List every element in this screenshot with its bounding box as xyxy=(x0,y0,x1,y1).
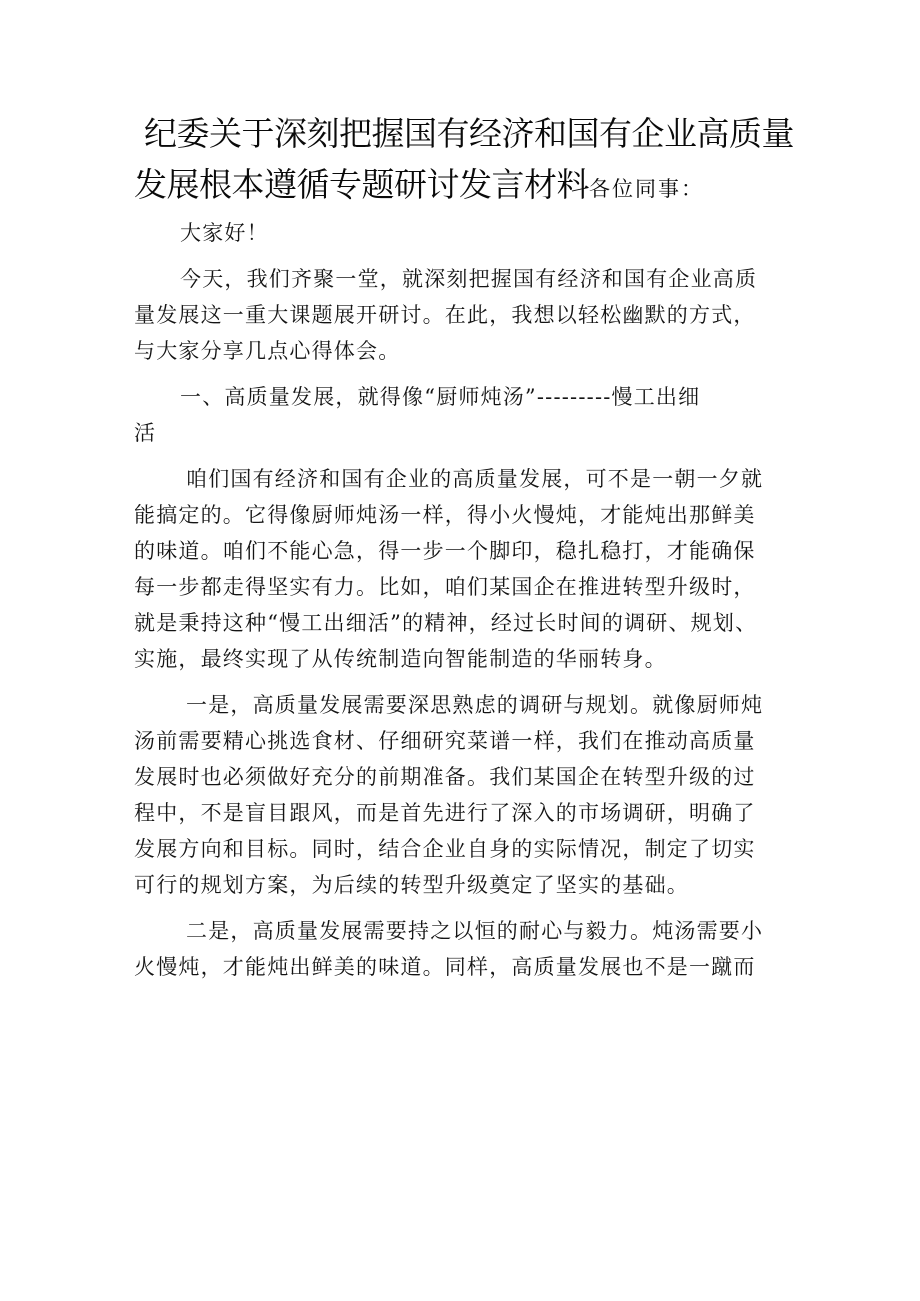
paragraph-line: 可行的规划方案，为后续的转型升级奠定了坚实的基础。 xyxy=(134,873,689,897)
paragraph-line: 一是，高质量发展需要深思熟虑的调研与规划。就像厨师炖 xyxy=(186,693,764,717)
paragraph-line: 汤前需要精心挑选食材、仔细研究菜谱一样，我们在推动高质量 xyxy=(134,729,756,753)
intro-line: 量发展这一重大课题展开研讨。在此，我想以轻松幽默的方式， xyxy=(134,303,756,327)
title-line-2 xyxy=(134,159,834,215)
paragraph-line: 火慢炖，才能炖出鲜美的味道。同样，高质量发展也不是一蹴而 xyxy=(134,955,756,979)
paragraph-line: 发展方向和目标。同时，结合企业自身的实际情况，制定了切实 xyxy=(134,837,756,861)
greeting: 大家好！ xyxy=(180,221,269,245)
paragraph-2 xyxy=(134,687,796,903)
paragraph-line: 能搞定的。它得像厨师炖汤一样，得小火慢炖，才能炖出那鲜美 xyxy=(134,503,756,527)
paragraph-line: 二是，高质量发展需要持之以恒的耐心与毅力。炖汤需要小 xyxy=(186,919,764,943)
heading-line: 活 xyxy=(134,421,157,445)
document-title xyxy=(134,108,834,215)
title-line-1: 纪委关于深刻把握国有经济和国有企业高质量 xyxy=(144,114,794,153)
paragraph-line: 实施，最终实现了从传统制造向智能制造的华丽转身。 xyxy=(134,647,667,671)
paragraph-line: 程中，不是盲目跟风，而是首先进行了深入的市场调研，明确了 xyxy=(134,801,756,825)
intro-line: 与大家分享几点心得体会。 xyxy=(134,339,401,363)
paragraph-line: 发展时也必须做好充分的前期准备。我们某国企在转型升级的过 xyxy=(134,765,756,789)
paragraph-1 xyxy=(134,461,796,677)
paragraph-3 xyxy=(134,913,796,985)
intro-line: 今天，我们齐聚一堂，就深刻把握国有经济和国有企业高质 xyxy=(180,267,758,291)
intro-paragraph xyxy=(134,261,796,369)
title-line-2-text: 发展根本遵循专题研讨发言材料 xyxy=(134,165,589,204)
paragraph-line: 每一步都走得坚实有力。比如，咱们某国企在推进转型升级时， xyxy=(134,575,756,599)
paragraph-line: 就是秉持这种“慢工出细活”的精神，经过长时间的调研、规划、 xyxy=(134,611,758,635)
section-heading-1 xyxy=(134,379,796,451)
document-body xyxy=(134,215,796,985)
salutation: 各位同事： xyxy=(589,177,704,201)
paragraph-line: 咱们国有经济和国有企业的高质量发展，可不是一朝一夕就 xyxy=(186,467,764,491)
paragraph-line: 的味道。咱们不能心急，得一步一个脚印，稳扎稳打，才能确保 xyxy=(134,539,756,563)
heading-line: 一、高质量发展，就得像“厨师炖汤”---------慢工出细 xyxy=(180,385,701,409)
